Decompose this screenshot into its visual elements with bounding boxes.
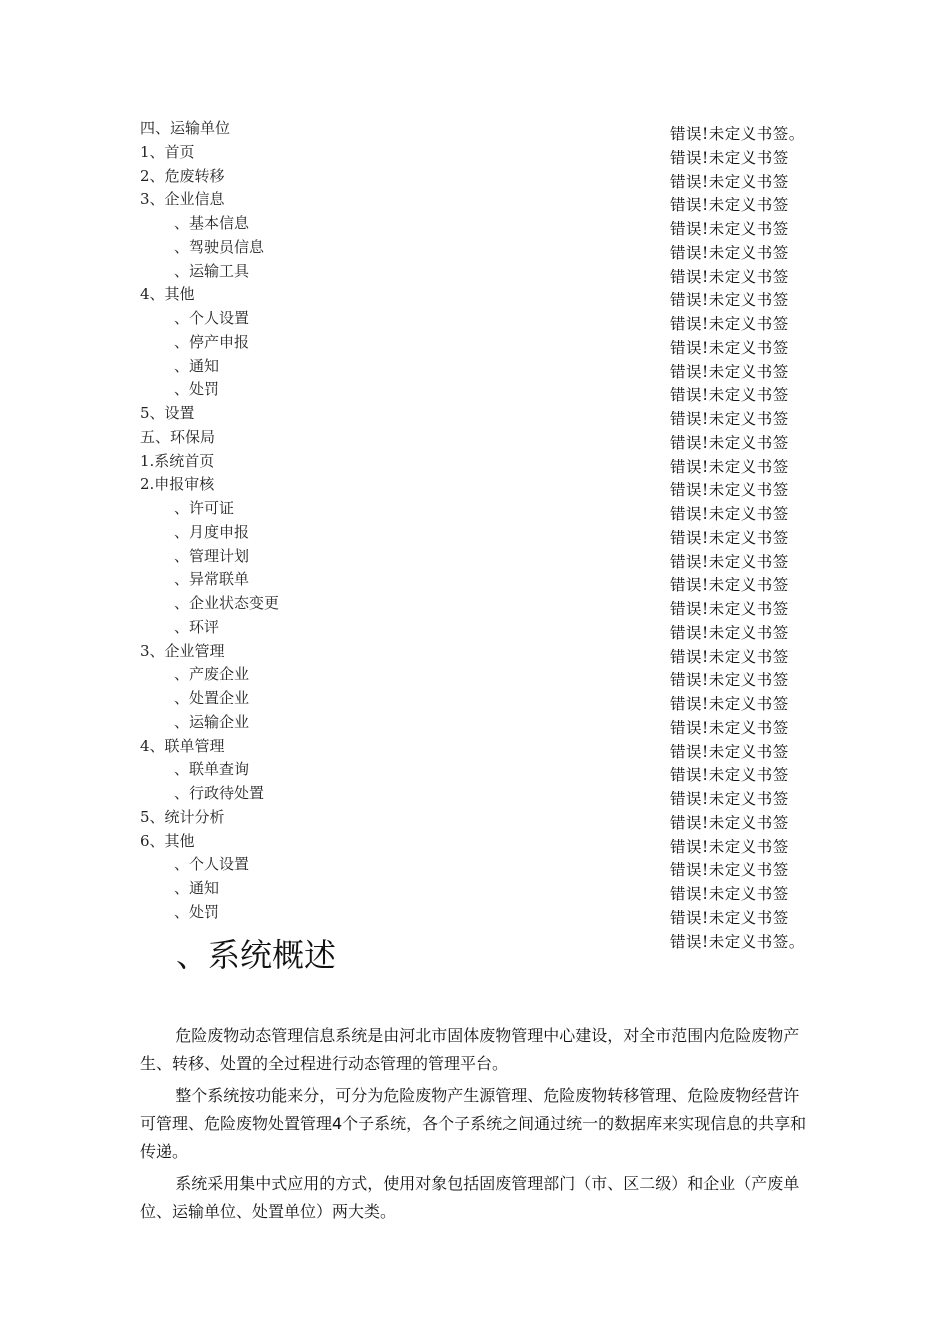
toc-entry-page-ref: 错误!未定义书签 [670,600,789,618]
toc-entry-label: 、处罚 [174,902,220,921]
toc-entry-page-ref: 错误!未定义书签 [670,410,789,428]
toc-entry-label: 、驾驶员信息 [174,237,265,256]
toc-entry-label: 、联单查询 [174,760,250,779]
paragraph: 系统采用集中式应用的方式，使用对象包括固废管理部门（市、区二级）和企业（产废单位、运输单位、处置单位）两大类。 [140,1174,800,1221]
toc-entry[interactable] [140,545,830,569]
toc-entry[interactable] [140,212,830,236]
toc-entry[interactable] [140,497,830,521]
toc-entry-label: 、管理计划 [174,546,250,565]
toc-entry[interactable] [140,473,830,500]
toc-entry-page-ref: 错误!未定义书签 [670,243,789,262]
toc-entry[interactable] [140,141,830,165]
toc-entry-label: 6、其他 [140,831,195,850]
toc-entry[interactable] [140,640,830,664]
section-body [140,1022,810,1230]
toc-entry[interactable] [140,117,830,141]
toc-entry-page-ref: 错误!未定义书签 [670,861,789,880]
toc-entry-page-ref: 错误!未定义书签 [670,505,789,523]
toc-entry-page-ref: 错误!未定义书签 [670,481,789,500]
table-of-contents [140,117,830,951]
toc-entry[interactable] [140,331,830,355]
toc-entry[interactable] [140,758,830,785]
toc-entry-page-ref: 错误!未定义书签 [670,315,789,333]
toc-entry-page-ref: 错误!未定义书签 [670,433,789,452]
toc-entry[interactable] [140,782,830,806]
toc-entry-label: 2.申报审核 [140,475,215,494]
toc-entry[interactable] [140,355,830,379]
toc-entry-label: 、环评 [174,617,220,636]
toc-entry-label: 四、运输单位 [140,119,231,137]
toc-entry[interactable] [140,711,830,735]
toc-entry[interactable] [140,830,830,854]
toc-entry-page-ref: 错误!未定义书签 [670,220,789,238]
toc-entry-page-ref: 错误!未定义书签 [670,623,789,642]
toc-entry-page-ref: 错误!未定义书签 [670,908,789,927]
toc-entry-page-ref: 错误!未定义书签 [670,552,789,571]
toc-entry-page-ref: 错误!未定义书签 [670,291,789,310]
toc-entry[interactable] [140,402,830,426]
toc-entry-page-ref: 错误!未定义书签 [670,885,789,903]
toc-entry-label: 、运输企业 [174,712,250,731]
toc-entry-label: 、通知 [174,879,220,897]
toc-entry-label: 、运输工具 [174,261,250,280]
toc-entry[interactable] [140,165,830,189]
toc-entry[interactable] [140,283,830,310]
toc-entry[interactable] [140,853,830,880]
toc-entry-label: 5、统计分析 [140,807,225,826]
toc-entry-page-ref: 错误!未定义书签 [670,790,789,808]
toc-entry-page-ref: 错误!未定义书签。 [670,932,805,951]
toc-entry-label: 3、企业管理 [140,641,225,660]
toc-entry[interactable] [140,188,830,215]
toc-entry-label: 1、首页 [140,142,195,161]
toc-entry-label: 、许可证 [174,499,235,517]
toc-entry-page-ref: 错误!未定义书签 [670,386,789,405]
toc-entry-page-ref: 错误!未定义书签 [670,718,789,737]
toc-entry-page-ref: 错误!未定义书签 [670,196,789,215]
toc-entry-page-ref: 错误!未定义书签 [670,362,789,381]
toc-entry[interactable] [140,687,830,711]
toc-entry[interactable] [140,260,830,284]
toc-entry-page-ref: 错误!未定义书签 [670,695,789,713]
toc-entry-label: 、处罚 [174,380,220,399]
toc-entry-label: 、月度申报 [174,522,250,541]
toc-entry-label: 4、其他 [140,285,195,304]
toc-entry-page-ref: 错误!未定义书签 [670,267,789,286]
toc-entry[interactable] [140,735,830,759]
toc-entry-label: 、个人设置 [174,309,250,327]
toc-entry[interactable] [140,806,830,830]
section-heading: 、系统概述 [176,936,337,974]
paragraph: 整个系统按功能来分，可分为危险废物产生源管理、危险废物转移管理、危险废物经营许可管理、危险废物处置管理4个子系统，各个子系统之间通过统一的数据库来实现信息的共享和传递。 [140,1086,807,1161]
toc-entry-page-ref: 错误!未定义书签 [670,338,789,357]
toc-entry-label: 、行政待处置 [174,784,265,802]
toc-entry-label: 2、危废转移 [140,166,225,185]
toc-entry[interactable] [140,307,830,331]
toc-entry[interactable] [140,378,830,405]
toc-entry-label: 、个人设置 [174,855,250,874]
toc-entry-label: 1.系统首页 [140,451,215,470]
toc-entry-label: 、产废企业 [174,665,250,684]
toc-entry-page-ref: 错误!未定义书签 [670,647,789,666]
toc-entry-label: 3、企业信息 [140,190,225,209]
toc-entry-label: 、处置企业 [174,689,250,707]
toc-entry-label: 4、联单管理 [140,736,225,755]
toc-entry-page-ref: 错误!未定义书签 [670,742,789,761]
toc-entry-page-ref: 错误!未定义书签 [670,766,789,785]
toc-entry[interactable] [140,877,830,901]
toc-entry-label: 五、环保局 [140,427,216,446]
toc-entry-label: 5、设置 [140,404,195,422]
toc-entry-page-ref: 错误!未定义书签 [670,528,789,547]
toc-entry-page-ref: 错误!未定义书签 [670,148,789,167]
toc-entry[interactable] [140,616,830,640]
toc-entry-page-ref: 错误!未定义书签 [670,172,789,191]
toc-entry-label: 、基本信息 [174,214,250,232]
toc-entry-page-ref: 错误!未定义书签 [670,837,789,856]
toc-entry[interactable] [140,663,830,690]
toc-entry[interactable] [140,450,830,474]
toc-entry[interactable] [140,568,830,595]
toc-entry[interactable] [140,901,830,925]
toc-entry-label: 、企业状态变更 [174,594,280,612]
paragraph: 危险废物动态管理信息系统是由河北市固体废物管理中心建设，对全市范围内危险废物产生、转移、处置的全过程进行动态管理的管理平台。 [140,1026,800,1073]
toc-entry-label: 、通知 [174,356,220,375]
toc-entry[interactable] [140,426,830,450]
toc-entry-page-ref: 错误!未定义书签。 [670,125,805,143]
toc-entry[interactable] [140,236,830,260]
toc-entry-page-ref: 错误!未定义书签 [670,671,789,690]
toc-entry[interactable] [140,521,830,545]
toc-entry-label: 、停产申报 [174,332,250,351]
toc-entry-page-ref: 错误!未定义书签 [670,576,789,595]
toc-entry-page-ref: 错误!未定义书签 [670,813,789,832]
toc-entry-page-ref: 错误!未定义书签 [670,457,789,476]
toc-entry[interactable] [140,592,830,616]
toc-entry-label: 、异常联单 [174,570,250,589]
